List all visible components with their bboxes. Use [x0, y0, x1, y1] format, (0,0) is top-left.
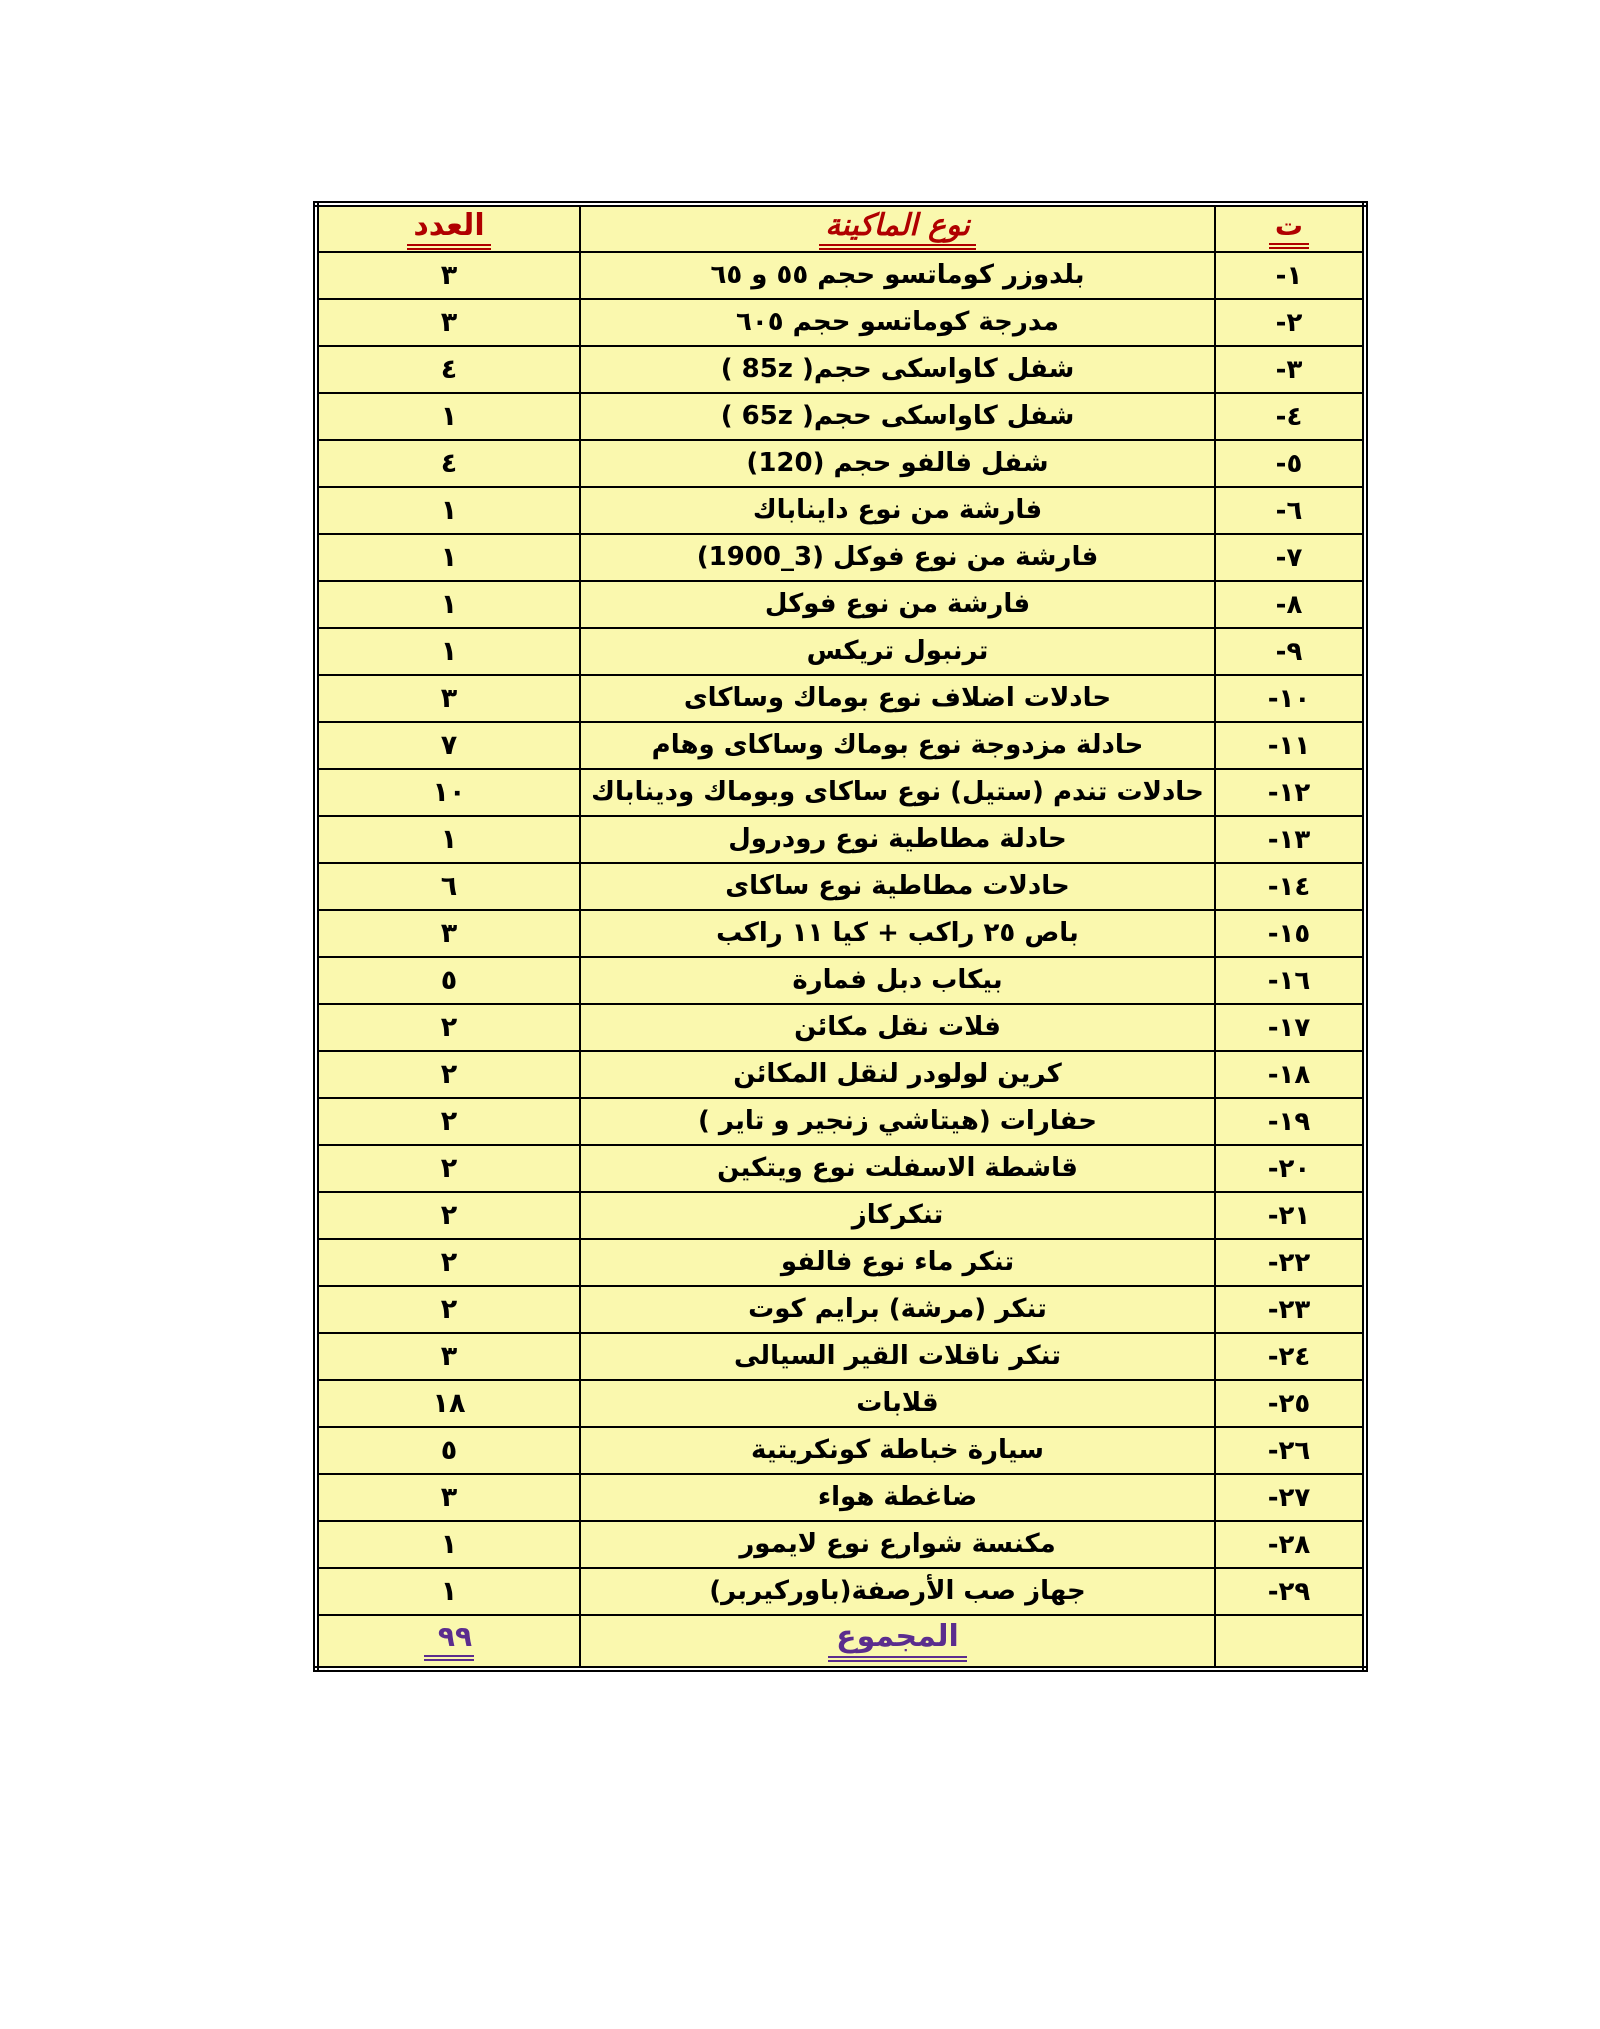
header-machine-type [580, 204, 1215, 252]
machine-type-cell [580, 1192, 1215, 1239]
machine-type: حادلات تندم (ستيل) نوع ساكاى وبوماك وديناباك [591, 777, 1204, 808]
count-cell [316, 1286, 580, 1333]
count-value: ١ [440, 824, 458, 855]
machine-type-cell [580, 1004, 1215, 1051]
row-number-cell [1215, 722, 1365, 769]
row-number-cell [1215, 1004, 1365, 1051]
row-number: -١٥ [1267, 918, 1311, 949]
machine-type-cell [580, 534, 1215, 581]
table-row [316, 628, 1365, 675]
row-number-cell [1215, 1380, 1365, 1427]
table-row [316, 393, 1365, 440]
machine-type: فلات نقل مكائن [794, 1012, 1001, 1043]
row-number-cell [1215, 957, 1365, 1004]
count-value: ١ [440, 636, 458, 667]
machine-type-cell [580, 393, 1215, 440]
row-number-cell [1215, 1568, 1365, 1615]
count-value: ١ [440, 589, 458, 620]
count-value: ٢ [440, 1247, 458, 1278]
count-cell [316, 1333, 580, 1380]
machine-type: حادلات اضلاف نوع بوماك وساكاى [683, 683, 1112, 714]
machine-type: حفارات (هيتاشي زنجير و تاير ) [697, 1106, 1097, 1137]
machine-type-cell [580, 1380, 1215, 1427]
row-number: -١٠ [1267, 683, 1311, 714]
table-row [316, 722, 1365, 769]
count-cell [316, 346, 580, 393]
count-cell [316, 1427, 580, 1474]
machine-type: بيكاب دبل فمارة [792, 965, 1003, 996]
machine-type-cell [580, 769, 1215, 816]
row-number: -١٦ [1267, 965, 1311, 996]
machine-type: ترنبول تريكس [806, 636, 989, 667]
row-number: -١٣ [1267, 824, 1311, 855]
machine-type-cell [580, 1333, 1215, 1380]
count-value: ٣ [440, 918, 458, 949]
row-number: -١٩ [1267, 1106, 1311, 1137]
machine-type-cell [580, 675, 1215, 722]
count-value: ١ [440, 1576, 458, 1607]
machine-type: قلابات [856, 1388, 939, 1419]
row-number-cell [1215, 534, 1365, 581]
header-id [1215, 204, 1365, 252]
count-value: ١ [440, 401, 458, 432]
count-value: ٢ [440, 1153, 458, 1184]
machine-type: قاشطة الاسفلت نوع ويتكين [717, 1153, 1078, 1184]
machine-type-cell [580, 722, 1215, 769]
count-cell [316, 675, 580, 722]
machine-type-cell [580, 346, 1215, 393]
count-value: ٣ [440, 1482, 458, 1513]
row-number: -١ [1275, 260, 1303, 291]
count-cell [316, 1568, 580, 1615]
count-cell [316, 1098, 580, 1145]
table-row [316, 1192, 1365, 1239]
row-number-cell [1215, 1427, 1365, 1474]
count-value: ٣ [440, 260, 458, 291]
row-number: -١٤ [1267, 871, 1311, 902]
machine-type-cell [580, 910, 1215, 957]
row-number: -١٨ [1267, 1059, 1311, 1090]
table-row [316, 1380, 1365, 1427]
total-id-cell [1215, 1615, 1365, 1669]
row-number: -٢٧ [1267, 1482, 1311, 1513]
count-value: ٣ [440, 683, 458, 714]
row-number: -٢٥ [1267, 1388, 1311, 1419]
machine-type: فارشة من نوع فوكل (3_1900) [696, 542, 1099, 573]
table-row [316, 863, 1365, 910]
table-row [316, 1239, 1365, 1286]
table-row [316, 1333, 1365, 1380]
machine-type-cell [580, 1098, 1215, 1145]
machine-type: تنكر (مرشة) برايم كوت [748, 1294, 1047, 1325]
machine-type-cell [580, 299, 1215, 346]
count-value: ٧ [440, 730, 458, 761]
machine-type: حادلة مزدوجة نوع بوماك وساكاى وهام [651, 730, 1144, 761]
row-number-cell [1215, 1333, 1365, 1380]
count-value: ١٨ [432, 1388, 466, 1419]
machine-type: تنكر ناقلات القير السيالى [734, 1341, 1061, 1372]
row-number-cell [1215, 346, 1365, 393]
machine-type-cell [580, 252, 1215, 299]
count-cell [316, 440, 580, 487]
count-cell [316, 628, 580, 675]
row-number: -٢٢ [1267, 1247, 1311, 1278]
total-row [316, 1615, 1365, 1669]
table-row [316, 1568, 1365, 1615]
count-cell [316, 534, 580, 581]
row-number: -٦ [1275, 495, 1303, 526]
table-row [316, 1427, 1365, 1474]
machine-type-cell [580, 1521, 1215, 1568]
table-row [316, 299, 1365, 346]
row-number: -٤ [1275, 401, 1303, 432]
count-cell [316, 1051, 580, 1098]
count-value: ٢ [440, 1059, 458, 1090]
machine-type-cell [580, 1286, 1215, 1333]
count-cell [316, 1192, 580, 1239]
count-cell [316, 769, 580, 816]
machine-type: شفل فالفو حجم (120) [746, 448, 1049, 479]
machine-type: مدرجة كوماتسو حجم ٦٠٥ [735, 307, 1060, 338]
table-row [316, 1521, 1365, 1568]
machine-type: فارشة من نوع دايناباك [752, 495, 1043, 526]
row-number-cell [1215, 1474, 1365, 1521]
machine-type: شفل كاواسكى حجم( 65z ) [720, 401, 1075, 432]
machine-type-cell [580, 1427, 1215, 1474]
table-header-row [316, 204, 1365, 252]
table-row [316, 1098, 1365, 1145]
row-number: -٧ [1275, 542, 1303, 573]
table-row [316, 1145, 1365, 1192]
row-number: -٢٤ [1267, 1341, 1311, 1372]
count-cell [316, 1239, 580, 1286]
total-value-cell [316, 1615, 580, 1669]
header-count [316, 204, 580, 252]
table-row [316, 440, 1365, 487]
count-value: ٤ [440, 354, 458, 385]
machine-type: تنكر ماء نوع فالفو [780, 1247, 1015, 1278]
row-number-cell [1215, 252, 1365, 299]
table-row [316, 910, 1365, 957]
row-number-cell [1215, 1286, 1365, 1333]
row-number: -٣ [1275, 354, 1303, 385]
table-row [316, 1286, 1365, 1333]
row-number: -٢٩ [1267, 1576, 1311, 1607]
row-number-cell [1215, 1051, 1365, 1098]
row-number: -٢ [1275, 307, 1303, 338]
machine-type: ضاغطة هواء [817, 1482, 978, 1513]
machine-type: جهاز صب الأرصفة(باوركيربر) [709, 1576, 1086, 1607]
table-row [316, 487, 1365, 534]
count-cell [316, 487, 580, 534]
row-number: -٢٨ [1267, 1529, 1311, 1560]
row-number: -١٧ [1267, 1012, 1311, 1043]
row-number-cell [1215, 487, 1365, 534]
table-row [316, 1051, 1365, 1098]
machine-type: تنكركاز [851, 1200, 944, 1231]
table-row [316, 957, 1365, 1004]
row-number-cell [1215, 440, 1365, 487]
count-cell [316, 722, 580, 769]
table-row [316, 534, 1365, 581]
row-number: -٩ [1275, 636, 1303, 667]
count-value: ٢ [440, 1294, 458, 1325]
row-number: -٨ [1275, 589, 1303, 620]
count-cell [316, 1145, 580, 1192]
machine-type-cell [580, 1051, 1215, 1098]
count-cell [316, 1521, 580, 1568]
machine-type-cell [580, 581, 1215, 628]
row-number: -٢٣ [1267, 1294, 1311, 1325]
machine-type: حادلة مطاطية نوع رودرول [728, 824, 1067, 855]
count-value: ٣ [440, 1341, 458, 1372]
row-number-cell [1215, 675, 1365, 722]
row-number-cell [1215, 1145, 1365, 1192]
row-number-cell [1215, 581, 1365, 628]
count-cell [316, 910, 580, 957]
machine-type-cell [580, 816, 1215, 863]
total-label-cell [580, 1615, 1215, 1669]
count-value: ٢ [440, 1200, 458, 1231]
machine-type: فارشة من نوع فوكل [764, 589, 1031, 620]
count-cell [316, 1004, 580, 1051]
table-row [316, 816, 1365, 863]
header-machine-type-label: نوع الماكينة [819, 209, 976, 251]
machine-type-cell [580, 487, 1215, 534]
count-cell [316, 393, 580, 440]
machine-type-cell [580, 440, 1215, 487]
count-value: ٥ [440, 1435, 458, 1466]
total-value: ٩٩ [424, 1621, 474, 1661]
row-number-cell [1215, 628, 1365, 675]
machine-type: شفل كاواسكى حجم( 85z ) [720, 354, 1075, 385]
row-number: -١١ [1267, 730, 1311, 761]
table-row [316, 769, 1365, 816]
count-value: ٣ [440, 307, 458, 338]
count-cell [316, 1380, 580, 1427]
machine-type: حادلات مطاطية نوع ساكاى [725, 871, 1070, 902]
count-cell [316, 816, 580, 863]
machine-type: سيارة خباطة كونكريتية [751, 1435, 1044, 1466]
count-value: ١ [440, 495, 458, 526]
count-value: ١ [440, 542, 458, 573]
machine-type-cell [580, 1568, 1215, 1615]
count-cell [316, 957, 580, 1004]
row-number-cell [1215, 910, 1365, 957]
header-count-label: العدد [407, 209, 490, 251]
table-row [316, 1004, 1365, 1051]
count-cell [316, 863, 580, 910]
row-number-cell [1215, 1098, 1365, 1145]
count-cell [316, 252, 580, 299]
machine-type-cell [580, 1239, 1215, 1286]
table-row [316, 1474, 1365, 1521]
table-row [316, 252, 1365, 299]
count-value: ٢ [440, 1012, 458, 1043]
row-number-cell [1215, 1239, 1365, 1286]
machine-type: بلدوزر كوماتسو حجم ٥٥ و ٦٥ [710, 260, 1085, 291]
row-number: -٢٠ [1267, 1153, 1311, 1184]
row-number: -٢٦ [1267, 1435, 1311, 1466]
count-value: ٢ [440, 1106, 458, 1137]
machine-type: باص ٢٥ راكب + كيا ١١ راكب [716, 918, 1079, 949]
machine-type-cell [580, 1474, 1215, 1521]
machine-type-cell [580, 957, 1215, 1004]
count-cell [316, 1474, 580, 1521]
table-row [316, 581, 1365, 628]
row-number: -١٢ [1267, 777, 1311, 808]
row-number-cell [1215, 393, 1365, 440]
count-value: ١ [440, 1529, 458, 1560]
count-value: ٦ [440, 871, 458, 902]
total-label: المجموع [828, 1620, 967, 1663]
machine-type-cell [580, 628, 1215, 675]
row-number-cell [1215, 816, 1365, 863]
equipment-table [313, 201, 1368, 1672]
machine-type: كرين لولودر لنقل المكائن [733, 1059, 1062, 1090]
row-number-cell [1215, 769, 1365, 816]
row-number-cell [1215, 1521, 1365, 1568]
machine-type-cell [580, 863, 1215, 910]
count-value: ١٠ [432, 777, 466, 808]
count-value: ٥ [440, 965, 458, 996]
row-number-cell [1215, 863, 1365, 910]
count-cell [316, 581, 580, 628]
row-number-cell [1215, 299, 1365, 346]
row-number: -٢١ [1267, 1200, 1311, 1231]
row-number-cell [1215, 1192, 1365, 1239]
table-row [316, 675, 1365, 722]
count-value: ٤ [440, 448, 458, 479]
header-id-label: ت [1269, 210, 1309, 249]
table-row [316, 346, 1365, 393]
machine-type: مكنسة شوارع نوع لايمور [739, 1529, 1056, 1560]
row-number: -٥ [1275, 448, 1303, 479]
machine-type-cell [580, 1145, 1215, 1192]
count-cell [316, 299, 580, 346]
